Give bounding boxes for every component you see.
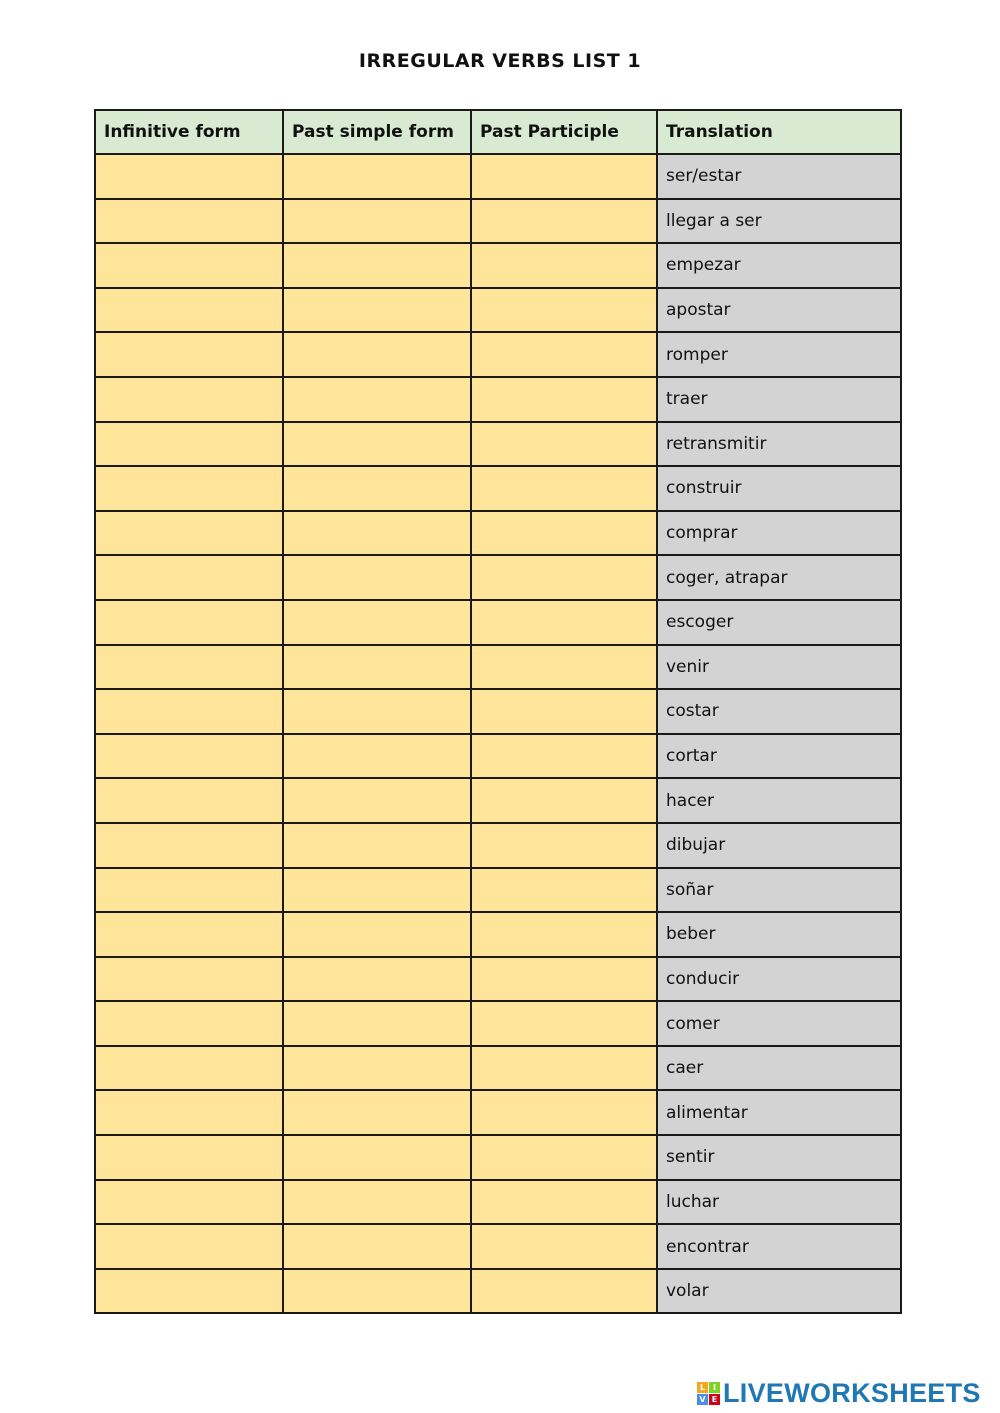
infinitive-answer-cell[interactable] [95, 957, 283, 1002]
past-simple-answer-cell[interactable] [283, 1180, 471, 1225]
table-row [95, 288, 901, 333]
infinitive-answer-cell[interactable] [95, 1269, 283, 1314]
past-simple-answer-cell[interactable] [283, 154, 471, 199]
table-row [95, 466, 901, 511]
table-row [95, 243, 901, 288]
past-simple-answer-cell[interactable] [283, 511, 471, 556]
past-participle-answer-cell[interactable] [471, 1180, 657, 1225]
infinitive-answer-cell[interactable] [95, 1180, 283, 1225]
translation-cell: ser/estar [657, 154, 901, 199]
infinitive-answer-cell[interactable] [95, 332, 283, 377]
verbs-table [94, 109, 902, 1314]
past-participle-answer-cell[interactable] [471, 1090, 657, 1135]
infinitive-answer-cell[interactable] [95, 154, 283, 199]
translation-cell: empezar [657, 243, 901, 288]
badge-letter: E [709, 1394, 720, 1405]
table-row [95, 377, 901, 422]
past-participle-answer-cell[interactable] [471, 868, 657, 913]
past-simple-answer-cell[interactable] [283, 555, 471, 600]
translation-cell: caer [657, 1046, 901, 1091]
table-row [95, 734, 901, 779]
past-participle-answer-cell[interactable] [471, 1046, 657, 1091]
table-row [95, 1269, 901, 1314]
table-row [95, 645, 901, 690]
past-simple-answer-cell[interactable] [283, 1001, 471, 1046]
past-participle-answer-cell[interactable] [471, 778, 657, 823]
translation-cell: llegar a ser [657, 199, 901, 244]
table-row [95, 511, 901, 556]
past-simple-answer-cell[interactable] [283, 912, 471, 957]
translation-cell: construir [657, 466, 901, 511]
past-simple-answer-cell[interactable] [283, 600, 471, 645]
past-participle-answer-cell[interactable] [471, 466, 657, 511]
table-row [95, 912, 901, 957]
translation-cell: beber [657, 912, 901, 957]
translation-cell: encontrar [657, 1224, 901, 1269]
liveworksheets-logo [697, 1377, 981, 1409]
past-simple-answer-cell[interactable] [283, 734, 471, 779]
past-participle-answer-cell[interactable] [471, 689, 657, 734]
past-participle-answer-cell[interactable] [471, 600, 657, 645]
translation-cell: alimentar [657, 1090, 901, 1135]
infinitive-answer-cell[interactable] [95, 1135, 283, 1180]
past-participle-answer-cell[interactable] [471, 555, 657, 600]
translation-cell: conducir [657, 957, 901, 1002]
translation-cell: venir [657, 645, 901, 690]
translation-cell: soñar [657, 868, 901, 913]
translation-cell: comer [657, 1001, 901, 1046]
logo-badge-icon [697, 1382, 720, 1405]
past-participle-answer-cell[interactable] [471, 288, 657, 333]
past-simple-answer-cell[interactable] [283, 288, 471, 333]
translation-cell: dibujar [657, 823, 901, 868]
infinitive-answer-cell[interactable] [95, 868, 283, 913]
infinitive-answer-cell[interactable] [95, 600, 283, 645]
past-simple-answer-cell[interactable] [283, 645, 471, 690]
past-participle-answer-cell[interactable] [471, 645, 657, 690]
past-participle-answer-cell[interactable] [471, 422, 657, 467]
infinitive-answer-cell[interactable] [95, 466, 283, 511]
translation-cell: retransmitir [657, 422, 901, 467]
infinitive-answer-cell[interactable] [95, 199, 283, 244]
infinitive-answer-cell[interactable] [95, 511, 283, 556]
infinitive-answer-cell[interactable] [95, 1224, 283, 1269]
table-row [95, 154, 901, 199]
past-simple-answer-cell[interactable] [283, 332, 471, 377]
past-simple-answer-cell[interactable] [283, 377, 471, 422]
past-participle-answer-cell[interactable] [471, 957, 657, 1002]
translation-cell: coger, atrapar [657, 555, 901, 600]
table-row [95, 778, 901, 823]
badge-letter: I [709, 1382, 720, 1393]
past-simple-answer-cell[interactable] [283, 1090, 471, 1135]
past-simple-answer-cell[interactable] [283, 1135, 471, 1180]
header-translation: Translation [657, 110, 901, 154]
translation-cell: sentir [657, 1135, 901, 1180]
past-simple-answer-cell[interactable] [283, 689, 471, 734]
translation-cell: apostar [657, 288, 901, 333]
header-past-simple: Past simple form [283, 110, 471, 154]
table-row [95, 957, 901, 1002]
past-simple-answer-cell[interactable] [283, 957, 471, 1002]
table-row [95, 689, 901, 734]
table-row [95, 823, 901, 868]
past-simple-answer-cell[interactable] [283, 1046, 471, 1091]
infinitive-answer-cell[interactable] [95, 243, 283, 288]
table-row [95, 1090, 901, 1135]
header-row [95, 110, 901, 154]
table-row [95, 600, 901, 645]
translation-cell: cortar [657, 734, 901, 779]
past-simple-answer-cell[interactable] [283, 243, 471, 288]
infinitive-answer-cell[interactable] [95, 778, 283, 823]
badge-letter: L [697, 1382, 708, 1393]
table-row [95, 868, 901, 913]
infinitive-answer-cell[interactable] [95, 912, 283, 957]
header-infinitive: Infinitive form [95, 110, 283, 154]
past-participle-answer-cell[interactable] [471, 199, 657, 244]
translation-cell: traer [657, 377, 901, 422]
infinitive-answer-cell[interactable] [95, 823, 283, 868]
infinitive-answer-cell[interactable] [95, 689, 283, 734]
worksheet-title: IRREGULAR VERBS LIST 1 [358, 50, 642, 72]
infinitive-answer-cell[interactable] [95, 377, 283, 422]
infinitive-answer-cell[interactable] [95, 422, 283, 467]
infinitive-answer-cell[interactable] [95, 734, 283, 779]
infinitive-answer-cell[interactable] [95, 555, 283, 600]
past-participle-answer-cell[interactable] [471, 912, 657, 957]
translation-cell: escoger [657, 600, 901, 645]
table-row [95, 1224, 901, 1269]
logo-text: LIVEWORKSHEETS [723, 1377, 981, 1408]
table-row [95, 1046, 901, 1091]
table-row [95, 1180, 901, 1225]
translation-cell: hacer [657, 778, 901, 823]
past-simple-answer-cell[interactable] [283, 778, 471, 823]
past-simple-answer-cell[interactable] [283, 1269, 471, 1314]
translation-cell: luchar [657, 1180, 901, 1225]
verb-rows [95, 154, 901, 1313]
past-simple-answer-cell[interactable] [283, 823, 471, 868]
table-row [95, 1001, 901, 1046]
past-participle-answer-cell[interactable] [471, 1001, 657, 1046]
infinitive-answer-cell[interactable] [95, 288, 283, 333]
infinitive-answer-cell[interactable] [95, 1046, 283, 1091]
translation-cell: costar [657, 689, 901, 734]
table-row [95, 199, 901, 244]
translation-cell: romper [657, 332, 901, 377]
badge-letter: V [697, 1394, 708, 1405]
past-simple-answer-cell[interactable] [283, 868, 471, 913]
infinitive-answer-cell[interactable] [95, 645, 283, 690]
table-row [95, 1135, 901, 1180]
past-participle-answer-cell[interactable] [471, 1269, 657, 1314]
past-participle-answer-cell[interactable] [471, 1224, 657, 1269]
translation-cell: comprar [657, 511, 901, 556]
past-simple-answer-cell[interactable] [283, 466, 471, 511]
past-simple-answer-cell[interactable] [283, 199, 471, 244]
past-participle-answer-cell[interactable] [471, 1135, 657, 1180]
past-simple-answer-cell[interactable] [283, 422, 471, 467]
past-participle-answer-cell[interactable] [471, 377, 657, 422]
past-participle-answer-cell[interactable] [471, 511, 657, 556]
infinitive-answer-cell[interactable] [95, 1090, 283, 1135]
past-participle-answer-cell[interactable] [471, 154, 657, 199]
translation-cell: volar [657, 1269, 901, 1314]
table-row [95, 555, 901, 600]
header-past-participle: Past Participle [471, 110, 657, 154]
past-simple-answer-cell[interactable] [283, 1224, 471, 1269]
infinitive-answer-cell[interactable] [95, 1001, 283, 1046]
past-participle-answer-cell[interactable] [471, 823, 657, 868]
past-participle-answer-cell[interactable] [471, 332, 657, 377]
past-participle-answer-cell[interactable] [471, 243, 657, 288]
table-row [95, 422, 901, 467]
table-row [95, 332, 901, 377]
past-participle-answer-cell[interactable] [471, 734, 657, 779]
